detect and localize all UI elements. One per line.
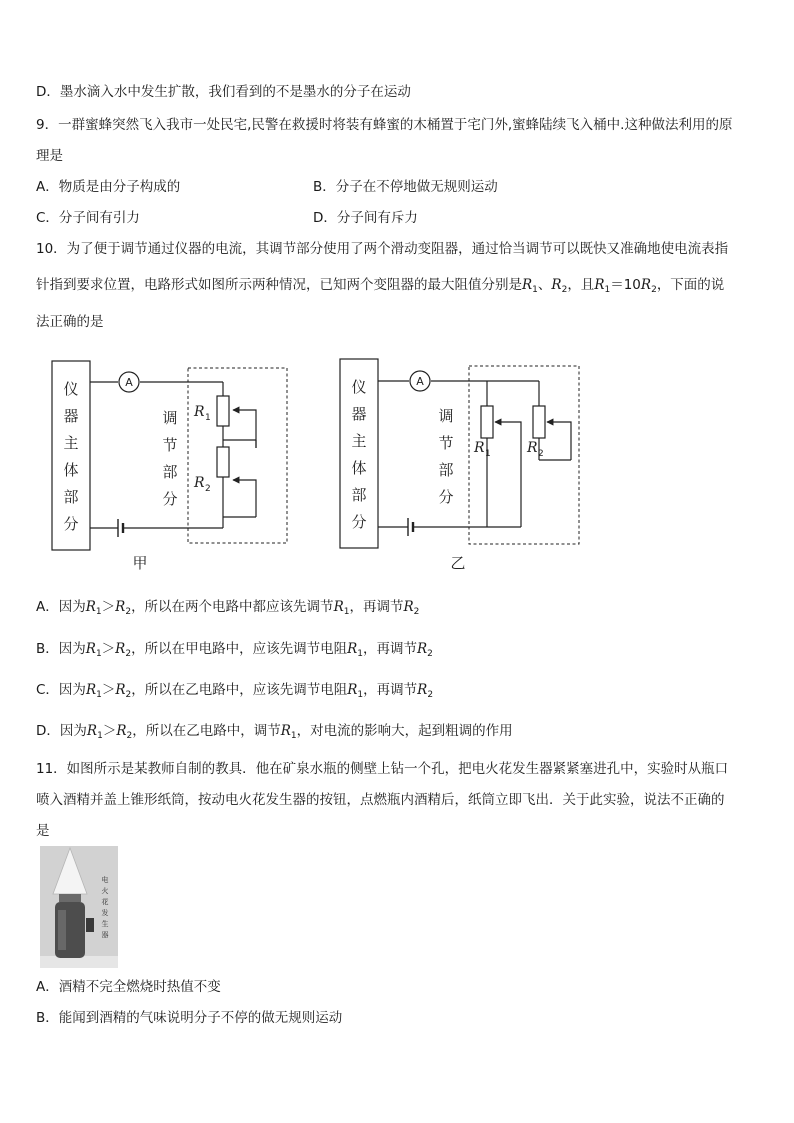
r2-label-right: R — [527, 440, 538, 456]
r1-label-right: R — [474, 440, 485, 456]
q10-option-b: B．因为$R_1>R_2$，所以在甲电路中，应该先调节电阻$R_1$，再调节$R_2$ — [36, 641, 433, 659]
device-char: 分 — [351, 513, 367, 531]
r1-sub-right: 1 — [485, 449, 491, 459]
ammeter-label: A — [125, 376, 133, 389]
q11-stem-line1: 11．如图所示是某教师自制的教具．他在矿泉水瓶的侧壁上钻一个孔，把电火花发生器紧紧塞进孔中，实验时从瓶口 — [36, 761, 729, 777]
q11-stem-line3: 是 — [36, 823, 50, 839]
r2-resistor-right — [533, 406, 545, 438]
device-side-text: 发 — [101, 909, 109, 917]
adjust-char: 节 — [438, 434, 454, 452]
q10-stem-line3: 法正确的是 — [36, 314, 104, 330]
device-side-text: 花 — [101, 898, 109, 906]
device-side-text: 火 — [101, 887, 109, 895]
device-side-text: 电 — [101, 876, 109, 884]
r1-label-left: R — [194, 404, 205, 420]
q9-option-d: D．分子间有斥力 — [313, 210, 418, 226]
q10-stem-line2: 针指到要求位置，电路形式如图所示两种情况，已知两个变阻器的最大阻值分别是$R_1$、$R_2$，且$R_1=10R_2$，下面的说 — [36, 277, 725, 295]
r2-sub-right: 2 — [538, 449, 544, 459]
q10-stem-line1: 10．为了便于调节通过仪器的电流，其调节部分使用了两个滑动变阻器，通过恰当调节可以既快又准确地使电流表指 — [36, 241, 729, 257]
adjust-char: 调 — [438, 407, 454, 425]
r2-resistor-left — [217, 447, 229, 477]
bottle-photo — [40, 846, 118, 968]
adjust-char: 部 — [438, 461, 454, 479]
r1-resistor-right — [481, 406, 493, 438]
r1-resistor-left — [217, 396, 229, 426]
q9-option-a: A．物质是由分子构成的 — [36, 179, 181, 195]
caption-left: 甲 — [132, 554, 148, 572]
device-char: 分 — [63, 515, 79, 533]
device-char: 部 — [351, 486, 367, 504]
device-char: 主 — [351, 432, 367, 450]
circuit-figure — [36, 344, 596, 580]
q10-option-d: D．因为$R_1>R_2$，所以在乙电路中，调节$R_1$，对电流的影响大，起到粗调的作用 — [36, 723, 513, 741]
q9-stem-line2: 理是 — [36, 148, 63, 164]
device-side-text: 器 — [101, 931, 109, 939]
device-char: 仪 — [63, 380, 79, 398]
adjust-char: 分 — [438, 488, 454, 506]
q9-stem-line1: 9．一群蜜蜂突然飞入我市一处民宅,民警在救援时将装有蜂蜜的木桶置于宅门外,蜜蜂陆续飞入桶中.这种做法利用的原 — [36, 117, 733, 133]
q8-option-d: D．墨水滴入水中发生扩散，我们看到的不是墨水的分子在运动 — [36, 84, 411, 100]
q10-option-a: A．因为$R_1>R_2$，所以在两个电路中都应该先调节$R_1$，再调节$R_2$ — [36, 599, 420, 617]
device-char: 体 — [351, 459, 367, 477]
ammeter-label: A — [416, 375, 424, 388]
device-char: 器 — [63, 407, 79, 425]
q11-option-a: A．酒精不完全燃烧时热值不变 — [36, 979, 221, 995]
adjust-char: 调 — [162, 409, 178, 427]
adjust-char: 分 — [162, 490, 178, 508]
q9-option-b: B．分子在不停地做无规则运动 — [313, 179, 498, 195]
device-char: 器 — [351, 405, 367, 423]
caption-right: 乙 — [450, 554, 466, 572]
r1-sub-left: 1 — [205, 413, 211, 423]
q9-option-c: C．分子间有引力 — [36, 210, 140, 226]
device-char: 体 — [63, 461, 79, 479]
q10-option-c: C．因为$R_1>R_2$，所以在乙电路中，应该先调节电阻$R_1$，再调节$R_2$ — [36, 682, 434, 700]
device-char: 主 — [63, 434, 79, 452]
device-side-text: 生 — [101, 920, 109, 928]
q11-option-b: B．能闻到酒精的气味说明分子不停的做无规则运动 — [36, 1010, 343, 1026]
r2-label-left: R — [194, 475, 205, 491]
adjust-char: 部 — [162, 463, 178, 481]
adjust-char: 节 — [162, 436, 178, 454]
device-char: 部 — [63, 488, 79, 506]
q11-stem-line2: 喷入酒精并盖上锥形纸筒，按动电火花发生器的按钮，点燃瓶内酒精后，纸筒立即飞出．关于此实验，说法不正确的 — [36, 792, 725, 808]
r2-sub-left: 2 — [205, 484, 211, 494]
device-char: 仪 — [351, 378, 367, 396]
